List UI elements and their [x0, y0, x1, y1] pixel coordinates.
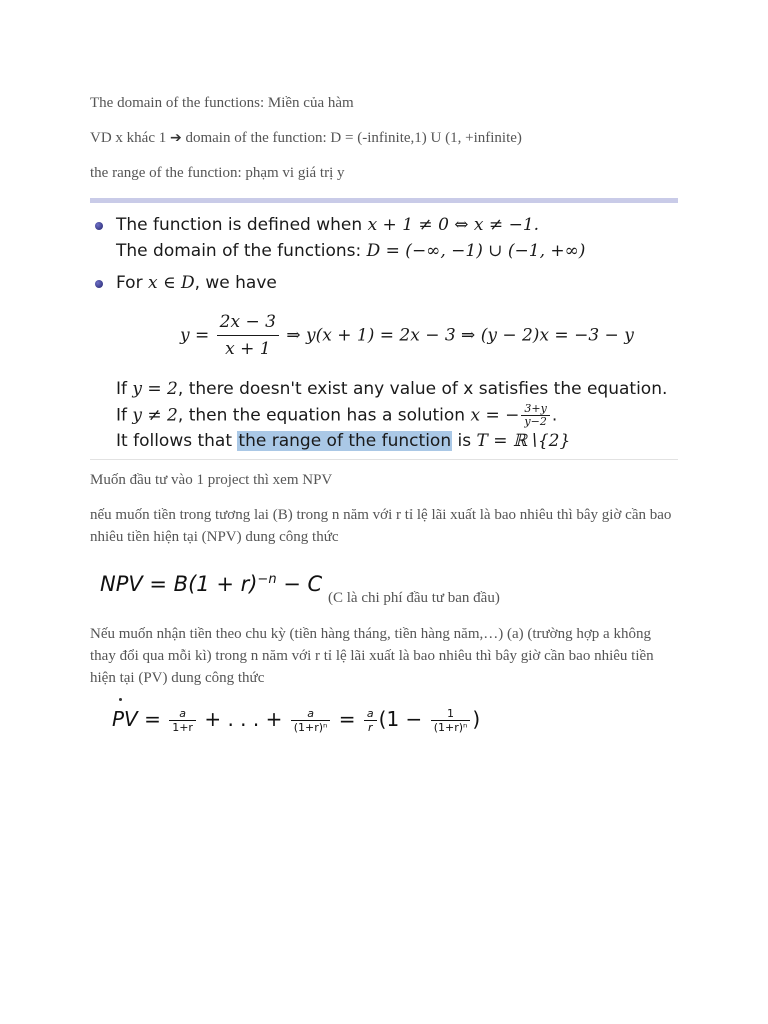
example-prefix: VD x khác 1 — [90, 130, 170, 146]
range-highlight: the range of the function — [238, 431, 452, 451]
bullet-icon — [95, 222, 103, 230]
right-arrow-icon: ➔ — [169, 130, 182, 146]
bullet-icon — [95, 280, 103, 288]
slide-line-for-x: For x ∈ D, we have — [116, 273, 277, 293]
slide-line-y-not-2: If y ≠ 2, then the equation has a solution x = − $\frac{3+y}{y-2}$ . — [116, 402, 558, 428]
lecture-slide-image — [90, 198, 678, 460]
pv-formula: PV = $\frac{a}{1+r}$ + . . . + $\frac{a}{\text{(1+r)ⁿ}}$ = $\frac{a}{r}$ (1 − $\frac{1}{\text{(1+r)ⁿ}}$ ) — [112, 707, 481, 734]
npv-formula: NPV = $B(1 + r)^{-n} - C$ — [100, 572, 323, 596]
slide-main-equation: y = $\frac{2x - 3}{x + 1}$ ⇒ y(x + 1) = 2x − 3 ⇒ (y − 2)x = −3 − y — [180, 309, 634, 362]
slide-line-range: It follows that the range of the function is T = ℝ∖{2} — [116, 431, 571, 451]
npv-intro: Muốn đầu tư vào 1 project thì xem NPV — [90, 472, 333, 488]
solution-fraction: $\frac{3+y}{y-2}$ — [521, 403, 549, 428]
pv-description: Nếu muốn nhận tiền theo chu kỳ (tiền hàng tháng, tiền hàng năm,…) (a) (trường hợp a không thay đổi qua mỗi kì) trong n năm với r tỉ lệ lãi xuất là bao nhiêu thì bây giờ cần bao nhiêu tiền hiện tại (PV) dung công thức — [90, 626, 654, 686]
range-definition: the range of the function: phạm vi giá trị y — [90, 165, 345, 181]
npv-description: nếu muốn tiền trong tương lai (B) trong n năm với r tỉ lệ lãi xuất là bao nhiêu thì bây giờ cần bao nhiêu tiền hiện tại (NPV) dung công thức — [90, 507, 672, 545]
npv-note: (C là chi phí đầu tư ban đầu) — [328, 590, 500, 606]
dot-mark — [119, 698, 122, 701]
domain-definition: The domain of the functions: Miền của hàm — [90, 95, 354, 111]
slide-line-domain: The domain of the functions: D = (−∞, −1) ∪ (−1, +∞) — [116, 241, 586, 261]
fraction-2x-3-over-x-plus-1: $\frac{2x - 3}{x + 1}$ — [217, 309, 279, 362]
example-suffix: domain of the function: D = (-infinite,1) U (1, +infinite) — [181, 130, 522, 146]
slide-line-y-equals-2: If y = 2, there doesn't exist any value of x satisfies the equation. — [116, 379, 668, 399]
domain-example — [90, 127, 522, 149]
slide-line-defined: The function is defined when x + 1 ≠ 0 ⇔ x ≠ −1. — [116, 215, 540, 235]
